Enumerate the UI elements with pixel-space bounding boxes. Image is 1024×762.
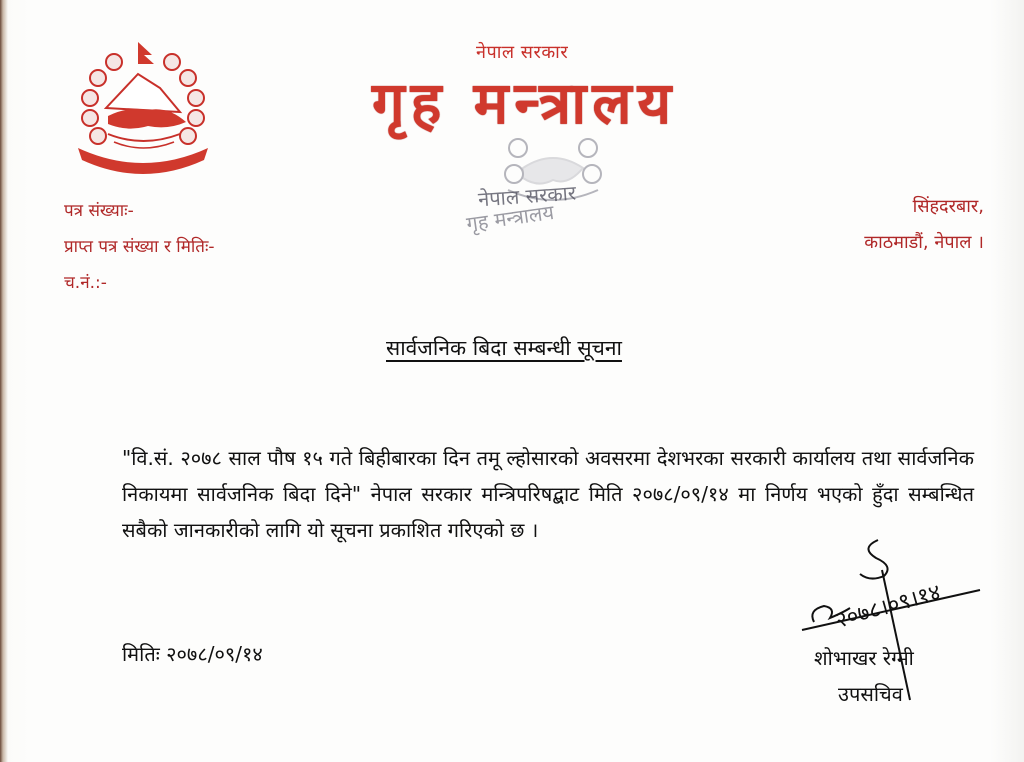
nepal-emblem-icon [68,38,218,178]
notice-body: "वि.सं. २०७८ साल पौष १५ गते बिहीबारका दिन तमू ल्होसारको अवसरमा देशभरका सरकारी कार्यालय तथा सार्वजनिक निकायमा सार्वजनिक बिदा दिने" नेपाल सरकार मन्त्रिपरिषद्बाट मिति २०७८/०९/१४ मा निर्णय भएको हुँदा सम्बन्धित सबैको जानकारीको लागि यो सूचना प्रकाशित गरिएको छ । [122,446,974,542]
dispatch-number-label: च.नं.:- [64,273,107,293]
date-value: २०७८/०९/१४ [166,642,263,666]
address-line-2: काठमाडौं, नेपाल । [864,232,984,253]
stamp-line-1: नेपाल सरकार [477,180,577,212]
signer-title: उपसचिव [838,682,903,706]
svg-text:२०७८।०९।१४: २०७८।०९।१४ [832,579,944,634]
notice-subject: सार्वजनिक बिदा सम्बन्धी सूचना [386,336,622,360]
signer-name: शोभाखर रेग्मी [814,646,914,670]
government-name: नेपाल सरकार [476,42,569,63]
address-line-1: सिंहदरबार, [912,196,984,217]
date-label: मितिः [122,642,160,666]
notice-date [122,640,263,667]
stamp-line-2: गृह मन्त्रालय [464,199,556,237]
letter-number-label: पत्र संख्याः- [64,201,134,221]
ministry-title: गृह मन्त्रालय [372,69,678,137]
received-letter-label: प्राप्त पत्र संख्या र मितिः- [64,237,215,257]
